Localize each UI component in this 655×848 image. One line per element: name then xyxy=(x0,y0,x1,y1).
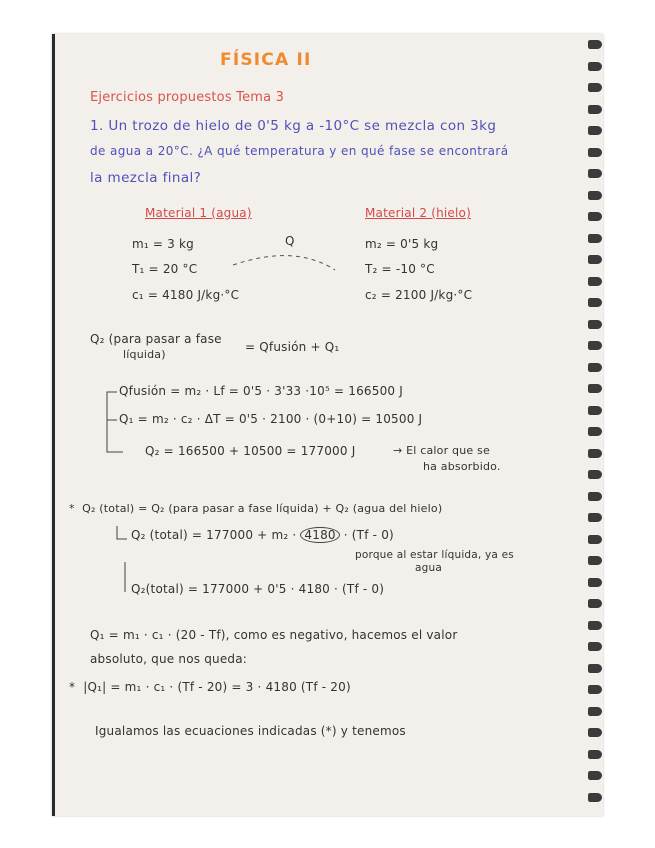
spiral-ring xyxy=(588,771,602,780)
spiral-ring xyxy=(588,212,602,221)
spiral-ring xyxy=(588,470,602,479)
calc-q2: Q₂ = 166500 + 10500 = 177000 J xyxy=(145,444,356,458)
spiral-ring xyxy=(588,234,602,243)
spiral-ring xyxy=(588,750,602,759)
spiral-ring xyxy=(588,406,602,415)
total-note-b: agua xyxy=(415,562,442,574)
total-arrow xyxy=(117,526,127,539)
total-star-text: Q₂ (total) = Q₂ (para pasar a fase líquida) + Q₂ (agua del hielo) xyxy=(82,502,443,515)
spiral-ring xyxy=(588,513,602,522)
final-line: Igualamos las ecuaciones indicadas (*) y tenemos xyxy=(95,724,406,738)
spiral-ring xyxy=(588,148,602,157)
problem-line-2: de agua a 20°C. ¿A qué temperatura y en qué fase se encontrará xyxy=(90,144,509,158)
spiral-ring xyxy=(588,126,602,135)
page-title: FÍSICA II xyxy=(220,50,312,70)
spiral-ring xyxy=(588,578,602,587)
spiral-binding xyxy=(588,40,604,820)
spiral-ring xyxy=(588,169,602,178)
spiral-ring xyxy=(588,621,602,630)
problem-line-1: 1. Un trozo de hielo de 0'5 kg a -10°C se mezcla con 3kg xyxy=(90,118,497,134)
spiral-ring xyxy=(588,707,602,716)
spiral-ring xyxy=(588,255,602,264)
total-line-3: Q₂(total) = 177000 + 0'5 · 4180 · (Tf - 0) xyxy=(131,582,385,596)
material-1-temp: T₁ = 20 °C xyxy=(132,262,198,276)
q2-def-left-a: Q₂ (para pasar a fase xyxy=(90,332,222,346)
abs-line: * |Q₁| = m₁ · c₁ · (Tf - 20) = 3 · 4180 (Tf - 20) xyxy=(69,680,351,694)
heat-transfer-arc xyxy=(233,256,335,270)
spiral-ring xyxy=(588,599,602,608)
spiral-ring xyxy=(588,384,602,393)
q2-def-left-b: líquida) xyxy=(123,348,166,361)
abs-line-text: |Q₁| = m₁ · c₁ · (Tf - 20) = 3 · 4180 (Tf - 20) xyxy=(83,680,351,694)
calc-qfusion: Qfusión = m₂ · Lf = 0'5 · 3'33 ·10⁵ = 166500 J xyxy=(119,384,403,398)
q1-text-line-1: Q₁ = m₁ · c₁ · (20 - Tf), como es negativo, hacemos el valor xyxy=(90,628,458,642)
spiral-ring xyxy=(588,363,602,372)
spiral-ring xyxy=(588,341,602,350)
spiral-ring xyxy=(588,105,602,114)
total-note-a: porque al estar líquida, ya es xyxy=(355,549,514,561)
total-star-line: * Q₂ (total) = Q₂ (para pasar a fase líquida) + Q₂ (agua del hielo) xyxy=(69,502,443,515)
material-2-mass: m₂ = 0'5 kg xyxy=(365,237,439,251)
heat-label: Q xyxy=(285,234,295,248)
total-line-2-a: Q₂ (total) = 177000 + m₂ · xyxy=(131,528,297,542)
spiral-ring xyxy=(588,427,602,436)
spiral-ring xyxy=(588,62,602,71)
spiral-ring xyxy=(588,556,602,565)
material-2-header: Material 2 (hielo) xyxy=(365,206,471,220)
spiral-ring xyxy=(588,320,602,329)
material-1-mass: m₁ = 3 kg xyxy=(132,237,194,251)
total-line-2-b: · (Tf - 0) xyxy=(343,528,394,542)
circled-value: 4180 xyxy=(300,527,339,543)
material-2-temp: T₂ = -10 °C xyxy=(365,262,435,276)
spiral-ring xyxy=(588,793,602,802)
spiral-ring xyxy=(588,83,602,92)
calc-q2-note-a: → El calor que se xyxy=(393,444,490,457)
material-1-header: Material 1 (agua) xyxy=(145,206,252,220)
material-1-heat: c₁ = 4180 J/kg·°C xyxy=(132,288,240,302)
calc-q1: Q₁ = m₂ · c₂ · ΔT = 0'5 · 2100 · (0+10) = 10500 J xyxy=(119,412,423,426)
q1-text-line-2: absoluto, que nos queda: xyxy=(90,652,248,666)
spiral-ring xyxy=(588,40,602,49)
calc-q2-note-b: ha absorbido. xyxy=(423,460,501,473)
spiral-ring xyxy=(588,449,602,458)
problem-line-3: la mezcla final? xyxy=(90,170,202,186)
spiral-ring xyxy=(588,685,602,694)
notebook-page xyxy=(52,34,603,816)
spiral-ring xyxy=(588,642,602,651)
spiral-ring xyxy=(588,535,602,544)
material-2-heat: c₂ = 2100 J/kg·°C xyxy=(365,288,473,302)
spiral-ring xyxy=(588,277,602,286)
spiral-ring xyxy=(588,664,602,673)
q2-def-right: = Qfusión + Q₁ xyxy=(245,340,340,354)
spiral-ring xyxy=(588,728,602,737)
exercise-subtitle: Ejercicios propuestos Tema 3 xyxy=(90,90,285,105)
spiral-ring xyxy=(588,492,602,501)
spiral-ring xyxy=(588,298,602,307)
total-line-2 xyxy=(131,528,394,542)
spiral-ring xyxy=(588,191,602,200)
